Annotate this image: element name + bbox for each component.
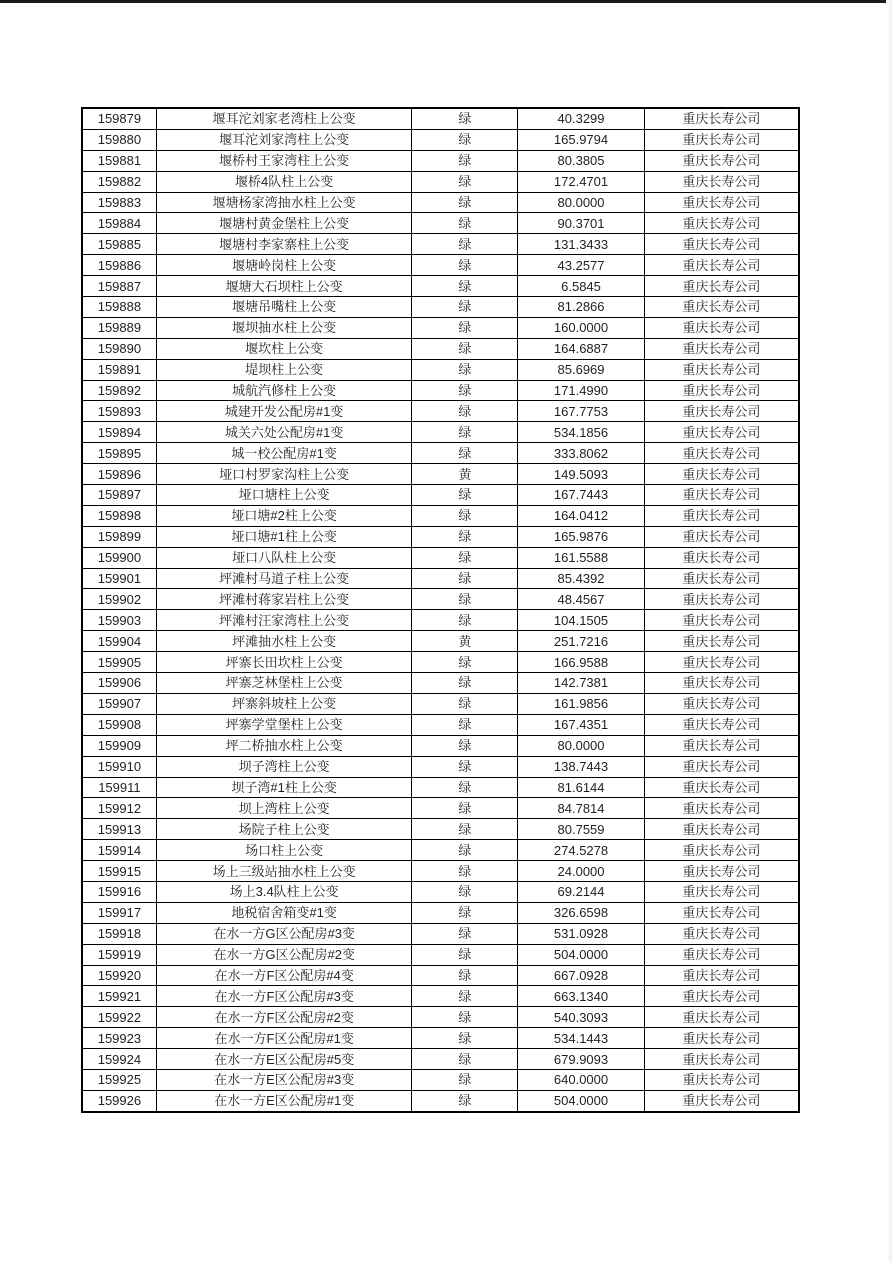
cell-status-color: 绿	[412, 652, 518, 673]
cell-record-id: 159910	[82, 756, 156, 777]
cell-status-color: 绿	[412, 485, 518, 506]
cell-capacity-value: 667.0928	[518, 965, 644, 986]
table-row	[82, 631, 799, 652]
cell-company-name: 重庆长寿公司	[644, 986, 799, 1007]
cell-record-id: 159879	[82, 108, 156, 129]
cell-company-name: 重庆长寿公司	[644, 443, 799, 464]
table-row	[82, 108, 799, 129]
cell-status-color: 绿	[412, 819, 518, 840]
cell-status-color: 绿	[412, 547, 518, 568]
cell-transformer-name: 坪二桥抽水柱上公变	[156, 735, 412, 756]
table-row	[82, 547, 799, 568]
cell-status-color: 绿	[412, 840, 518, 861]
table-row	[82, 276, 799, 297]
cell-record-id: 159898	[82, 505, 156, 526]
cell-company-name: 重庆长寿公司	[644, 840, 799, 861]
cell-capacity-value: 164.0412	[518, 505, 644, 526]
cell-company-name: 重庆长寿公司	[644, 317, 799, 338]
cell-status-color: 绿	[412, 1007, 518, 1028]
cell-company-name: 重庆长寿公司	[644, 944, 799, 965]
cell-company-name: 重庆长寿公司	[644, 255, 799, 276]
cell-capacity-value: 326.6598	[518, 902, 644, 923]
cell-status-color: 绿	[412, 108, 518, 129]
cell-transformer-name: 场上三级站抽水柱上公变	[156, 861, 412, 882]
table-row	[82, 297, 799, 318]
table-row	[82, 255, 799, 276]
cell-status-color: 绿	[412, 777, 518, 798]
cell-company-name: 重庆长寿公司	[644, 338, 799, 359]
table-row	[82, 798, 799, 819]
cell-capacity-value: 274.5278	[518, 840, 644, 861]
page-right-edge-shade	[886, 0, 892, 1262]
cell-capacity-value: 167.4351	[518, 714, 644, 735]
cell-company-name: 重庆长寿公司	[644, 150, 799, 171]
cell-status-color: 绿	[412, 1049, 518, 1070]
cell-status-color: 黄	[412, 464, 518, 485]
cell-record-id: 159892	[82, 380, 156, 401]
cell-status-color: 绿	[412, 610, 518, 631]
cell-transformer-name: 场上3.4队柱上公变	[156, 881, 412, 902]
cell-capacity-value: 80.0000	[518, 735, 644, 756]
cell-capacity-value: 69.2144	[518, 881, 644, 902]
cell-transformer-name: 堰塘吊嘴柱上公变	[156, 297, 412, 318]
cell-record-id: 159884	[82, 213, 156, 234]
table-row	[82, 464, 799, 485]
cell-capacity-value: 171.4990	[518, 380, 644, 401]
cell-company-name: 重庆长寿公司	[644, 756, 799, 777]
cell-record-id: 159923	[82, 1028, 156, 1049]
table-row	[82, 1028, 799, 1049]
cell-status-color: 绿	[412, 923, 518, 944]
cell-status-color: 绿	[412, 234, 518, 255]
cell-record-id: 159882	[82, 171, 156, 192]
cell-capacity-value: 534.1856	[518, 422, 644, 443]
cell-status-color: 绿	[412, 192, 518, 213]
cell-capacity-value: 138.7443	[518, 756, 644, 777]
cell-record-id: 159880	[82, 129, 156, 150]
cell-capacity-value: 167.7443	[518, 485, 644, 506]
cell-status-color: 绿	[412, 317, 518, 338]
cell-company-name: 重庆长寿公司	[644, 234, 799, 255]
cell-company-name: 重庆长寿公司	[644, 422, 799, 443]
cell-company-name: 重庆长寿公司	[644, 192, 799, 213]
cell-company-name: 重庆长寿公司	[644, 526, 799, 547]
cell-record-id: 159922	[82, 1007, 156, 1028]
table-row	[82, 171, 799, 192]
cell-capacity-value: 167.7753	[518, 401, 644, 422]
cell-transformer-name: 城一校公配房#1变	[156, 443, 412, 464]
table-row	[82, 485, 799, 506]
cell-capacity-value: 161.9856	[518, 693, 644, 714]
cell-transformer-name: 在水一方E区公配房#1变	[156, 1090, 412, 1111]
cell-transformer-name: 堤坝柱上公变	[156, 359, 412, 380]
cell-record-id: 159886	[82, 255, 156, 276]
cell-capacity-value: 172.4701	[518, 171, 644, 192]
table-row	[82, 861, 799, 882]
cell-company-name: 重庆长寿公司	[644, 1049, 799, 1070]
cell-transformer-name: 在水一方E区公配房#5变	[156, 1049, 412, 1070]
cell-status-color: 绿	[412, 505, 518, 526]
cell-record-id: 159881	[82, 150, 156, 171]
table-row	[82, 213, 799, 234]
table-row	[82, 422, 799, 443]
cell-record-id: 159897	[82, 485, 156, 506]
cell-transformer-name: 堰坎柱上公变	[156, 338, 412, 359]
cell-transformer-name: 垭口塘#1柱上公变	[156, 526, 412, 547]
cell-company-name: 重庆长寿公司	[644, 965, 799, 986]
cell-company-name: 重庆长寿公司	[644, 881, 799, 902]
cell-status-color: 绿	[412, 150, 518, 171]
cell-transformer-name: 坝子湾#1柱上公变	[156, 777, 412, 798]
cell-transformer-name: 场口柱上公变	[156, 840, 412, 861]
cell-record-id: 159906	[82, 673, 156, 694]
cell-transformer-name: 城航汽修柱上公变	[156, 380, 412, 401]
cell-company-name: 重庆长寿公司	[644, 714, 799, 735]
cell-capacity-value: 48.4567	[518, 589, 644, 610]
cell-status-color: 绿	[412, 902, 518, 923]
cell-status-color: 绿	[412, 255, 518, 276]
cell-record-id: 159890	[82, 338, 156, 359]
cell-record-id: 159893	[82, 401, 156, 422]
cell-status-color: 绿	[412, 422, 518, 443]
cell-record-id: 159902	[82, 589, 156, 610]
cell-capacity-value: 504.0000	[518, 1090, 644, 1111]
cell-transformer-name: 坪滩村汪家湾柱上公变	[156, 610, 412, 631]
cell-status-color: 绿	[412, 443, 518, 464]
cell-capacity-value: 161.5588	[518, 547, 644, 568]
cell-record-id: 159904	[82, 631, 156, 652]
cell-record-id: 159917	[82, 902, 156, 923]
table-row	[82, 526, 799, 547]
cell-company-name: 重庆长寿公司	[644, 171, 799, 192]
table-row	[82, 589, 799, 610]
table-row	[82, 192, 799, 213]
table-row	[82, 234, 799, 255]
cell-transformer-name: 城关六处公配房#1变	[156, 422, 412, 443]
cell-status-color: 绿	[412, 401, 518, 422]
cell-record-id: 159919	[82, 944, 156, 965]
cell-status-color: 绿	[412, 526, 518, 547]
cell-status-color: 绿	[412, 297, 518, 318]
cell-company-name: 重庆长寿公司	[644, 652, 799, 673]
cell-record-id: 159914	[82, 840, 156, 861]
cell-capacity-value: 504.0000	[518, 944, 644, 965]
cell-transformer-name: 垭口塘#2柱上公变	[156, 505, 412, 526]
cell-status-color: 绿	[412, 568, 518, 589]
table-row	[82, 840, 799, 861]
cell-company-name: 重庆长寿公司	[644, 819, 799, 840]
cell-status-color: 绿	[412, 714, 518, 735]
table-row	[82, 1069, 799, 1090]
cell-transformer-name: 堰塘村李家寨柱上公变	[156, 234, 412, 255]
cell-transformer-name: 堰耳沱刘家老湾柱上公变	[156, 108, 412, 129]
table-row	[82, 944, 799, 965]
cell-capacity-value: 81.6144	[518, 777, 644, 798]
table-row	[82, 965, 799, 986]
cell-record-id: 159891	[82, 359, 156, 380]
table-row	[82, 652, 799, 673]
cell-record-id: 159915	[82, 861, 156, 882]
cell-capacity-value: 90.3701	[518, 213, 644, 234]
cell-status-color: 绿	[412, 1069, 518, 1090]
cell-capacity-value: 81.2866	[518, 297, 644, 318]
cell-record-id: 159920	[82, 965, 156, 986]
cell-transformer-name: 坪滩抽水柱上公变	[156, 631, 412, 652]
cell-record-id: 159885	[82, 234, 156, 255]
cell-company-name: 重庆长寿公司	[644, 276, 799, 297]
cell-record-id: 159911	[82, 777, 156, 798]
cell-capacity-value: 679.9093	[518, 1049, 644, 1070]
cell-record-id: 159908	[82, 714, 156, 735]
table-row	[82, 1090, 799, 1111]
cell-record-id: 159900	[82, 547, 156, 568]
cell-status-color: 绿	[412, 359, 518, 380]
table-row	[82, 359, 799, 380]
cell-transformer-name: 在水一方G区公配房#2变	[156, 944, 412, 965]
cell-company-name: 重庆长寿公司	[644, 485, 799, 506]
cell-transformer-name: 在水一方F区公配房#1变	[156, 1028, 412, 1049]
cell-capacity-value: 80.7559	[518, 819, 644, 840]
cell-capacity-value: 531.0928	[518, 923, 644, 944]
cell-status-color: 绿	[412, 1028, 518, 1049]
cell-record-id: 159926	[82, 1090, 156, 1111]
cell-company-name: 重庆长寿公司	[644, 923, 799, 944]
cell-capacity-value: 251.7216	[518, 631, 644, 652]
cell-transformer-name: 城建开发公配房#1变	[156, 401, 412, 422]
cell-capacity-value: 80.3805	[518, 150, 644, 171]
cell-transformer-name: 堰桥4队柱上公变	[156, 171, 412, 192]
cell-transformer-name: 堰塘杨家湾抽水柱上公变	[156, 192, 412, 213]
cell-transformer-name: 垭口村罗家沟柱上公变	[156, 464, 412, 485]
table-row	[82, 317, 799, 338]
cell-record-id: 159909	[82, 735, 156, 756]
cell-transformer-name: 堰塘村黄金堡柱上公变	[156, 213, 412, 234]
table-row	[82, 568, 799, 589]
table-row	[82, 443, 799, 464]
cell-capacity-value: 43.2577	[518, 255, 644, 276]
cell-capacity-value: 166.9588	[518, 652, 644, 673]
cell-record-id: 159924	[82, 1049, 156, 1070]
cell-record-id: 159896	[82, 464, 156, 485]
table-row	[82, 338, 799, 359]
cell-record-id: 159895	[82, 443, 156, 464]
table-row	[82, 505, 799, 526]
cell-company-name: 重庆长寿公司	[644, 297, 799, 318]
table-row	[82, 610, 799, 631]
cell-capacity-value: 85.4392	[518, 568, 644, 589]
cell-company-name: 重庆长寿公司	[644, 547, 799, 568]
cell-transformer-name: 在水一方G区公配房#3变	[156, 923, 412, 944]
cell-status-color: 绿	[412, 276, 518, 297]
cell-capacity-value: 640.0000	[518, 1069, 644, 1090]
cell-company-name: 重庆长寿公司	[644, 359, 799, 380]
cell-status-color: 绿	[412, 589, 518, 610]
cell-record-id: 159887	[82, 276, 156, 297]
cell-capacity-value: 534.1443	[518, 1028, 644, 1049]
cell-record-id: 159899	[82, 526, 156, 547]
cell-transformer-name: 堰耳沱刘家湾柱上公变	[156, 129, 412, 150]
cell-capacity-value: 160.0000	[518, 317, 644, 338]
cell-record-id: 159883	[82, 192, 156, 213]
cell-transformer-name: 场院子柱上公变	[156, 819, 412, 840]
cell-capacity-value: 80.0000	[518, 192, 644, 213]
table-row	[82, 714, 799, 735]
table-row	[82, 756, 799, 777]
cell-status-color: 绿	[412, 986, 518, 1007]
table-row	[82, 1007, 799, 1028]
table-row	[82, 1049, 799, 1070]
cell-transformer-name: 堰坝抽水柱上公变	[156, 317, 412, 338]
cell-capacity-value: 164.6887	[518, 338, 644, 359]
cell-company-name: 重庆长寿公司	[644, 129, 799, 150]
cell-record-id: 159905	[82, 652, 156, 673]
cell-status-color: 绿	[412, 380, 518, 401]
cell-company-name: 重庆长寿公司	[644, 380, 799, 401]
table-row	[82, 777, 799, 798]
cell-status-color: 绿	[412, 673, 518, 694]
cell-company-name: 重庆长寿公司	[644, 213, 799, 234]
cell-status-color: 绿	[412, 861, 518, 882]
cell-capacity-value: 40.3299	[518, 108, 644, 129]
cell-transformer-name: 垭口八队柱上公变	[156, 547, 412, 568]
cell-status-color: 绿	[412, 693, 518, 714]
table-row	[82, 693, 799, 714]
cell-company-name: 重庆长寿公司	[644, 777, 799, 798]
cell-status-color: 绿	[412, 338, 518, 359]
cell-capacity-value: 131.3433	[518, 234, 644, 255]
cell-record-id: 159925	[82, 1069, 156, 1090]
cell-transformer-name: 坪滩村马道子柱上公变	[156, 568, 412, 589]
cell-company-name: 重庆长寿公司	[644, 1028, 799, 1049]
cell-transformer-name: 坝子湾柱上公变	[156, 756, 412, 777]
cell-transformer-name: 在水一方F区公配房#2变	[156, 1007, 412, 1028]
cell-record-id: 159921	[82, 986, 156, 1007]
cell-status-color: 绿	[412, 944, 518, 965]
cell-company-name: 重庆长寿公司	[644, 631, 799, 652]
table-row	[82, 819, 799, 840]
table-row	[82, 881, 799, 902]
cell-company-name: 重庆长寿公司	[644, 735, 799, 756]
cell-capacity-value: 85.6969	[518, 359, 644, 380]
cell-capacity-value: 24.0000	[518, 861, 644, 882]
cell-capacity-value: 165.9876	[518, 526, 644, 547]
cell-record-id: 159894	[82, 422, 156, 443]
cell-company-name: 重庆长寿公司	[644, 798, 799, 819]
cell-transformer-name: 堰塘岭岗柱上公变	[156, 255, 412, 276]
cell-company-name: 重庆长寿公司	[644, 1069, 799, 1090]
cell-transformer-name: 堰塘大石坝柱上公变	[156, 276, 412, 297]
cell-company-name: 重庆长寿公司	[644, 673, 799, 694]
cell-transformer-name: 坪寨学堂堡柱上公变	[156, 714, 412, 735]
cell-company-name: 重庆长寿公司	[644, 1007, 799, 1028]
cell-status-color: 绿	[412, 735, 518, 756]
cell-capacity-value: 165.9794	[518, 129, 644, 150]
cell-capacity-value: 142.7381	[518, 673, 644, 694]
cell-status-color: 绿	[412, 129, 518, 150]
cell-capacity-value: 6.5845	[518, 276, 644, 297]
table-row	[82, 986, 799, 1007]
cell-transformer-name: 坪寨长田坎柱上公变	[156, 652, 412, 673]
table-row	[82, 401, 799, 422]
cell-company-name: 重庆长寿公司	[644, 108, 799, 129]
cell-status-color: 绿	[412, 1090, 518, 1111]
cell-capacity-value: 663.1340	[518, 986, 644, 1007]
table-row	[82, 902, 799, 923]
cell-record-id: 159912	[82, 798, 156, 819]
cell-transformer-name: 坪滩村蒋家岩柱上公变	[156, 589, 412, 610]
cell-status-color: 黄	[412, 631, 518, 652]
cell-company-name: 重庆长寿公司	[644, 464, 799, 485]
table-row	[82, 923, 799, 944]
cell-status-color: 绿	[412, 798, 518, 819]
cell-status-color: 绿	[412, 965, 518, 986]
cell-transformer-name: 在水一方F区公配房#4变	[156, 965, 412, 986]
cell-status-color: 绿	[412, 171, 518, 192]
table-row	[82, 380, 799, 401]
cell-company-name: 重庆长寿公司	[644, 693, 799, 714]
cell-transformer-name: 在水一方F区公配房#3变	[156, 986, 412, 1007]
cell-transformer-name: 在水一方E区公配房#3变	[156, 1069, 412, 1090]
cell-capacity-value: 149.5093	[518, 464, 644, 485]
cell-transformer-name: 坪寨芝林堡柱上公变	[156, 673, 412, 694]
cell-capacity-value: 333.8062	[518, 443, 644, 464]
cell-record-id: 159903	[82, 610, 156, 631]
cell-status-color: 绿	[412, 881, 518, 902]
cell-record-id: 159907	[82, 693, 156, 714]
cell-company-name: 重庆长寿公司	[644, 902, 799, 923]
cell-status-color: 绿	[412, 213, 518, 234]
cell-record-id: 159916	[82, 881, 156, 902]
cell-company-name: 重庆长寿公司	[644, 401, 799, 422]
cell-status-color: 绿	[412, 756, 518, 777]
cell-capacity-value: 84.7814	[518, 798, 644, 819]
cell-record-id: 159888	[82, 297, 156, 318]
transformer-data-table	[81, 107, 800, 1113]
cell-transformer-name: 堰桥村王家湾柱上公变	[156, 150, 412, 171]
cell-company-name: 重庆长寿公司	[644, 589, 799, 610]
cell-company-name: 重庆长寿公司	[644, 505, 799, 526]
cell-transformer-name: 地税宿舍箱变#1变	[156, 902, 412, 923]
table-row	[82, 673, 799, 694]
top-window-edge-bar	[0, 0, 892, 3]
cell-capacity-value: 104.1505	[518, 610, 644, 631]
table-row	[82, 150, 799, 171]
cell-transformer-name: 垭口塘柱上公变	[156, 485, 412, 506]
table-row	[82, 129, 799, 150]
cell-company-name: 重庆长寿公司	[644, 568, 799, 589]
table-row	[82, 735, 799, 756]
table-body	[82, 108, 799, 1112]
cell-record-id: 159913	[82, 819, 156, 840]
cell-transformer-name: 坪寨斜坡柱上公变	[156, 693, 412, 714]
cell-company-name: 重庆长寿公司	[644, 610, 799, 631]
cell-capacity-value: 540.3093	[518, 1007, 644, 1028]
cell-record-id: 159901	[82, 568, 156, 589]
cell-company-name: 重庆长寿公司	[644, 861, 799, 882]
cell-record-id: 159889	[82, 317, 156, 338]
cell-transformer-name: 坝上湾柱上公变	[156, 798, 412, 819]
cell-record-id: 159918	[82, 923, 156, 944]
cell-company-name: 重庆长寿公司	[644, 1090, 799, 1111]
